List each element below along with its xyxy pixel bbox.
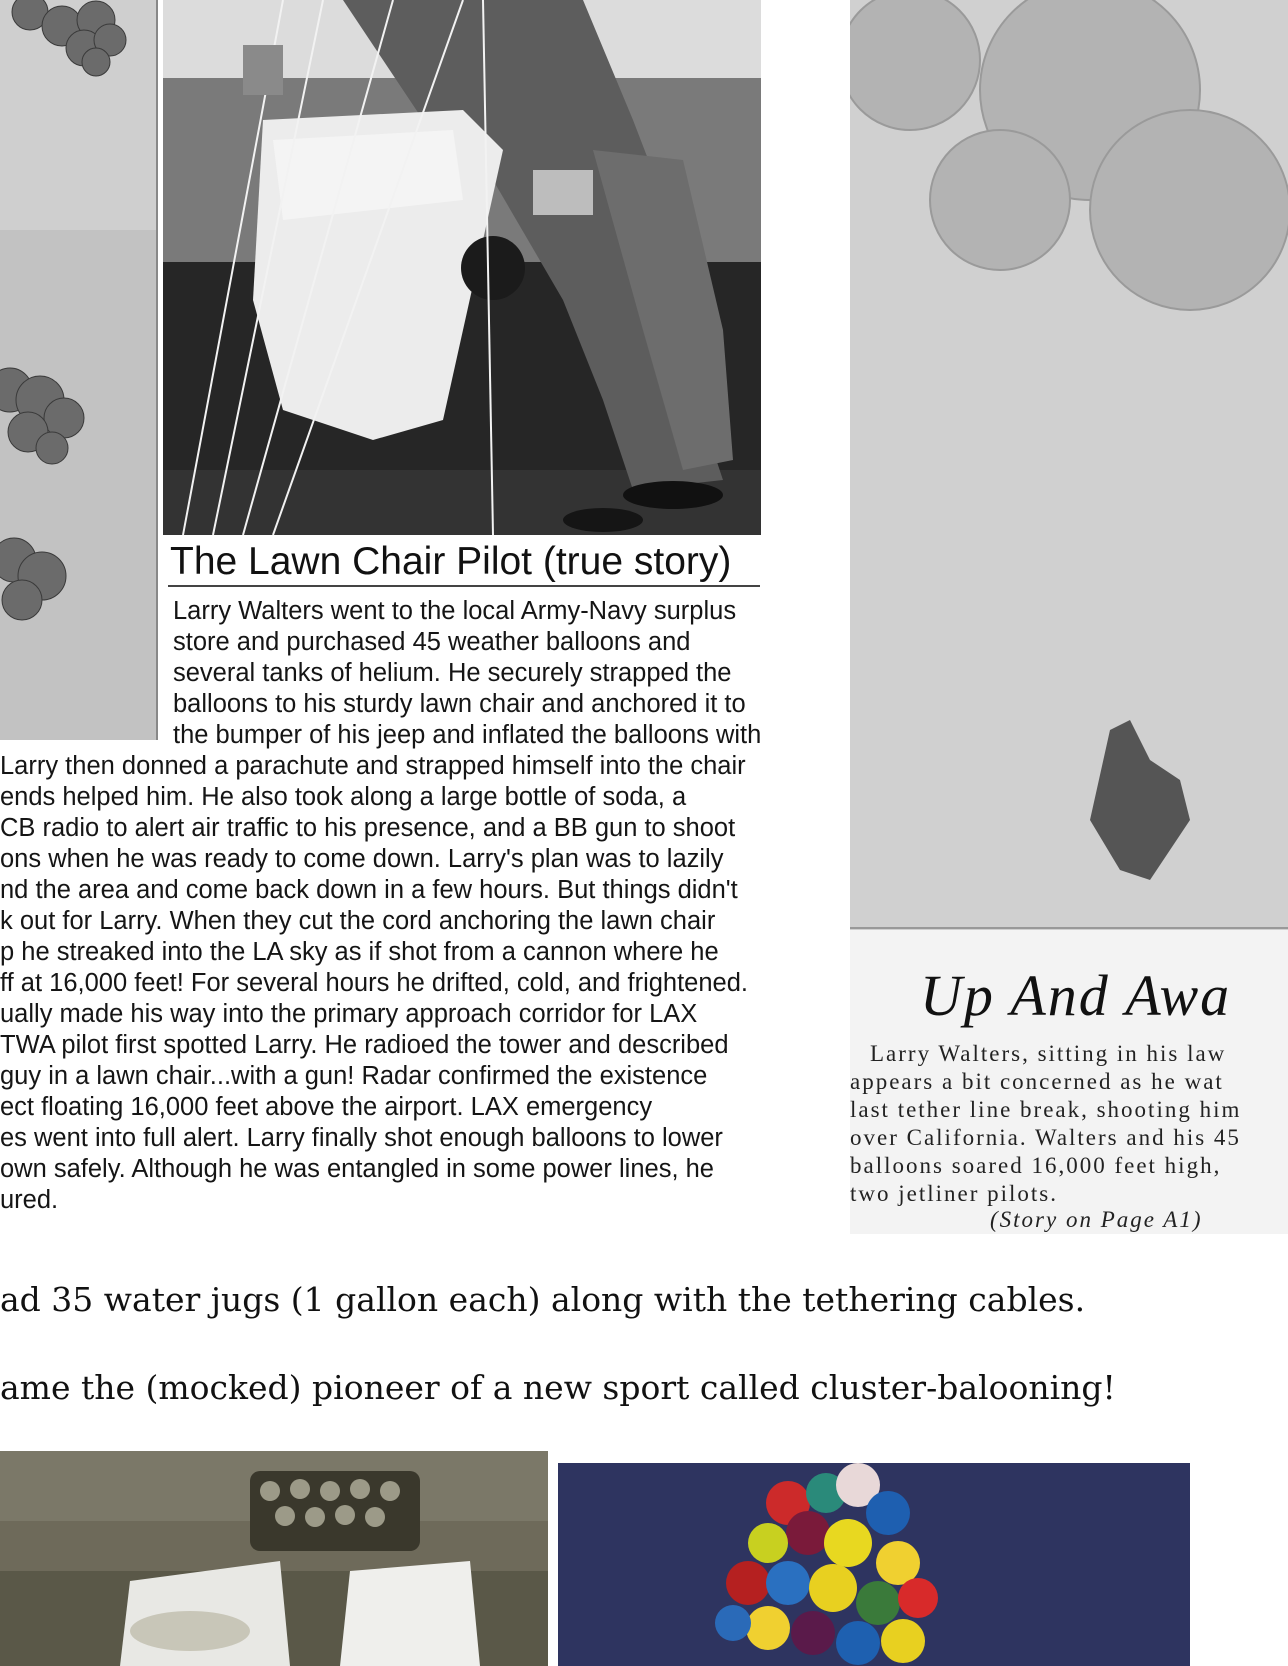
news-caption-line: two jetliner pilots. [850,1181,1059,1206]
clipping-line: ured. [0,1186,59,1214]
clipping-line: Larry Walters went to the local Army-Navy surplus [173,597,737,625]
water-jug-chair-photo [0,1451,548,1666]
balloon-cluster-photo [558,1463,1190,1666]
clipping-line: ff at 16,000 feet! For several hours he drifted, cold, and frightened. [0,969,748,997]
clipping-line: ect floating 16,000 feet above the airport. LAX emergency [0,1093,653,1121]
clipping-line: guy in a lawn chair...with a gun! Radar confirmed the existence [0,1062,708,1090]
clipping-line: k out for Larry. When they cut the cord anchoring the lawn chair [0,907,716,935]
clipping-line: store and purchased 45 weather balloons and [173,628,691,656]
news-balloon-photo [850,0,1288,930]
news-headline: Up And Awa [920,963,1232,1028]
clipping-line: es went into full alert. Larry finally shot enough balloons to lower [0,1124,723,1152]
clipping-line: balloons to his sturdy lawn chair and anchored it to [173,690,746,718]
clipping-line: the bumper of his jeep and inflated the balloons with [173,721,762,749]
news-caption [850,1040,1288,1234]
clipping-line: several tanks of helium. He securely strapped the [173,659,732,687]
body-text-line: ame the (mocked) pioneer of a new sport called cluster-balooning! [0,1368,1116,1407]
clipping-title: The Lawn Chair Pilot (true story) [170,540,732,583]
clipping-body [0,596,835,1236]
clipping-line: ends helped him. He also took along a large bottle of soda, a [0,783,687,811]
clipping-title-rule [168,585,760,587]
news-caption-line: appears a bit concerned as he wat [850,1069,1224,1094]
clipping-line: ually made his way into the primary approach corridor for LAX [0,1000,698,1028]
balloon-cluster-illustration [558,1463,1190,1666]
clipping-line: ons when he was ready to come down. Larry's plan was to lazily [0,845,724,873]
clipping-line: p he streaked into the LA sky as if shot from a cannon where he [0,938,719,966]
news-caption-line: (Story on Page A1) [990,1207,1203,1232]
clipping-line: TWA pilot first spotted Larry. He radioed the tower and described [0,1031,729,1059]
clipping-line: own safely. Although he was entangled in some power lines, he [0,1155,714,1183]
lawn-chair-photo [163,0,761,535]
lawn-chair-illustration [163,0,761,535]
clipping-line: nd the area and come back down in a few hours. But things didn't [0,876,738,904]
news-caption-line: last tether line break, shooting him [850,1097,1242,1122]
water-jug-chair-illustration [0,1451,548,1666]
news-caption-line: over California. Walters and his 45 [850,1125,1241,1150]
clipping-line: Larry then donned a parachute and strapped himself into the chair [0,752,746,780]
news-balloon-illustration [850,0,1288,930]
news-caption-line: Larry Walters, sitting in his law [870,1041,1227,1066]
clipping-line: CB radio to alert air traffic to his presence, and a BB gun to shoot [0,814,736,842]
news-caption-line: balloons soared 16,000 feet high, [850,1153,1222,1178]
body-text-line: ad 35 water jugs (1 gallon each) along with the tethering cables. [0,1280,1086,1319]
